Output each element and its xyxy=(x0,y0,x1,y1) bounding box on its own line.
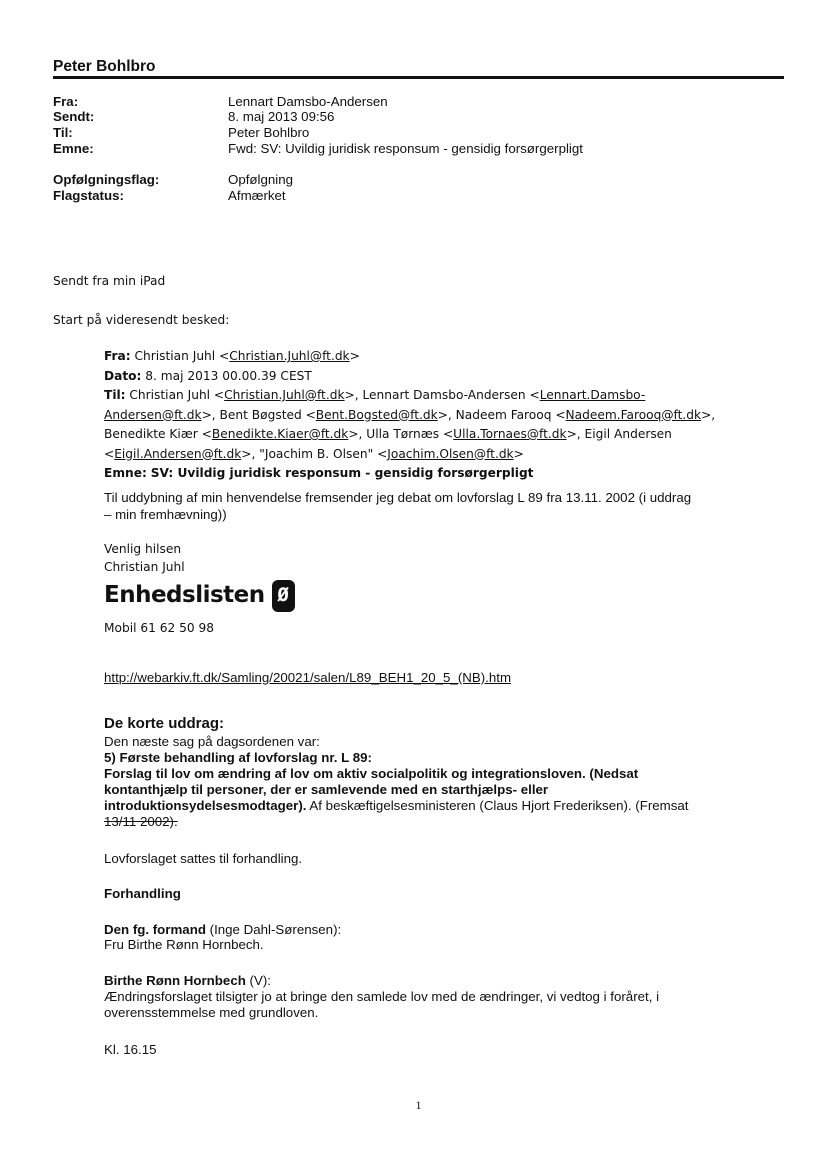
greeting: Venlig hilsen xyxy=(104,542,182,556)
email-link[interactable]: Ulla.Tornaes@ft.dk xyxy=(453,427,567,441)
email-link[interactable]: Joachim.Olsen@ft.dk xyxy=(387,446,514,461)
logo-badge-icon xyxy=(272,580,295,612)
fwd-to-label: Til: xyxy=(104,388,126,402)
fwd-to-line-4 xyxy=(104,445,764,465)
fwd-to-text: Benedikte Kiær < xyxy=(104,427,212,441)
followup-flag-label: Opfølgningsflag: xyxy=(53,172,160,187)
forward-intro: Start på videresendt besked: xyxy=(53,313,230,327)
logo-badge-letter: Ø xyxy=(277,584,289,607)
email-link[interactable]: Christian.Juhl@ft.dk xyxy=(224,388,345,402)
chair-name: (Inge Dahl-Sørensen): xyxy=(205,922,342,937)
logo-text: Enhedslisten xyxy=(104,582,265,609)
speech-line-2: overensstemmelse med grundloven. xyxy=(104,1005,319,1020)
fwd-to-line-3 xyxy=(104,425,764,445)
to-value: Peter Bohlbro xyxy=(228,125,310,140)
header-divider xyxy=(53,76,784,79)
fwd-to-text: >, xyxy=(701,407,716,422)
email-link[interactable]: Nadeem.Farooq@ft.dk xyxy=(565,407,702,422)
fwd-to-line-1 xyxy=(104,386,764,406)
fwd-to-text: >, Ulla Tørnæs < xyxy=(348,427,454,441)
message-intro-line-2: – min fremhævning)) xyxy=(104,507,227,522)
agenda-line: Den næste sag på dagsordenen var: xyxy=(104,734,320,749)
fwd-to-text: >, Eigil Andersen xyxy=(566,427,672,441)
fwd-to-line-2 xyxy=(104,406,764,426)
bill-date xyxy=(104,814,178,830)
followup-flag-value: Opfølgning xyxy=(228,172,294,187)
flag-status-value: Afmærket xyxy=(228,188,286,203)
bill-title-bold-end: introduktionsydelsesmodtager). xyxy=(104,798,307,813)
mobile-number: Mobil 61 62 50 98 xyxy=(104,621,215,635)
speaker-line xyxy=(104,973,271,989)
fwd-from-label: Fra: xyxy=(104,349,131,363)
chair-line-2: Fru Birthe Rønn Hornbech. xyxy=(104,937,264,952)
fwd-from-name: Christian Juhl < xyxy=(134,349,230,363)
fwd-from-email-link[interactable]: Christian.Juhl@ft.dk xyxy=(229,349,350,363)
archive-url-link[interactable]: http://webarkiv.ft.dk/Samling/20021/salen/L89_BEH1_20_5_(NB).htm xyxy=(104,670,512,685)
email-link[interactable]: Benedikte.Kiaer@ft.dk xyxy=(211,427,349,441)
sent-value: 8. maj 2013 09:56 xyxy=(228,109,335,124)
forwarded-header xyxy=(104,347,764,484)
fwd-to-text: < xyxy=(104,446,115,461)
speech-line-1: Ændringsforslaget tilsigter jo at bringe den samlede lov med de ændringer, vi vedtog i foråret, i xyxy=(104,989,660,1004)
fwd-date-line xyxy=(104,367,764,387)
time-stamp: Kl. 16.15 xyxy=(104,1042,157,1057)
speaker-name: Birthe Rønn Hornbech xyxy=(104,973,246,988)
fwd-from-line: Fra: Christian Juhl <Christian.Juhl@ft.dk> xyxy=(104,349,360,363)
fwd-to-text: >, Bent Bøgsted < xyxy=(201,407,316,422)
bill-title-line-2: kontanthjælp til personer, der er samlevende med en starthjælps- eller xyxy=(104,782,549,797)
fwd-to-text: >, Lennart Damsbo-Andersen < xyxy=(344,388,540,402)
from-label: Fra: xyxy=(53,94,79,109)
fwd-to-text: > xyxy=(513,446,524,461)
email-link[interactable]: Eigil.Andersen@ft.dk xyxy=(114,446,242,461)
fwd-to-text: >, "Joachim B. Olsen" < xyxy=(241,446,388,461)
fwd-date-label: Dato: xyxy=(104,368,142,383)
fwd-to-text: Christian Juhl < xyxy=(125,388,225,402)
sender-name: Peter Bohlbro xyxy=(53,58,156,75)
message-intro-line-1: Til uddybning af min henvendelse fremsender jeg debat om lovforslag L 89 fra 13.11. 2002 (i uddrag xyxy=(104,490,692,505)
negotiation-heading: Forhandling xyxy=(104,886,181,901)
from-value: Lennart Damsbo-Andersen xyxy=(228,94,388,109)
email-link[interactable]: Andersen@ft.dk xyxy=(104,407,202,422)
fwd-subject-line xyxy=(104,464,764,484)
fwd-to-text: >, Nadeem Farooq < xyxy=(437,407,566,422)
item-title: 5) Første behandling af lovforslag nr. L 89: xyxy=(104,750,372,765)
bill-title-line-3 xyxy=(104,798,689,814)
sent-label: Sendt: xyxy=(53,109,95,124)
to-negotiation-line: Lovforslaget sattes til forhandling. xyxy=(104,851,303,866)
chair-line xyxy=(104,922,341,938)
subject-value: Fwd: SV: Uvildig juridisk responsum - gensidig forsørgerpligt xyxy=(228,141,583,156)
to-label: Til: xyxy=(53,125,73,140)
enhedslisten-logo xyxy=(104,580,295,612)
page-number: 1 xyxy=(415,1098,422,1112)
bill-minister: Af beskæftigelsesministeren (Claus Hjort Frederiksen). (Fremsat xyxy=(306,798,689,813)
email-link[interactable]: Lennart.Damsbo- xyxy=(539,388,646,402)
excerpt-heading: De korte uddrag: xyxy=(104,715,225,732)
fwd-subject-label: Emne: xyxy=(104,466,147,480)
fwd-date-value: 8. maj 2013 00.00.39 CEST xyxy=(145,368,312,383)
fwd-subject-value: SV: Uvildig juridisk responsum - gensidig forsørgerpligt xyxy=(150,466,534,480)
flag-status-label: Flagstatus: xyxy=(53,188,124,203)
email-link[interactable]: Bent.Bogsted@ft.dk xyxy=(315,407,438,422)
speaker-party: (V): xyxy=(245,973,271,988)
bill-date-text: 13/11 2002). xyxy=(104,814,178,829)
bill-title-line-1: Forslag til lov om ændring af lov om aktiv socialpolitik og integrationsloven. (Nedsat xyxy=(104,766,639,781)
signature-name: Christian Juhl xyxy=(104,560,185,574)
chair-title: Den fg. formand xyxy=(104,922,206,937)
sent-from-line: Sendt fra min iPad xyxy=(53,274,166,288)
subject-label: Emne: xyxy=(53,141,94,156)
